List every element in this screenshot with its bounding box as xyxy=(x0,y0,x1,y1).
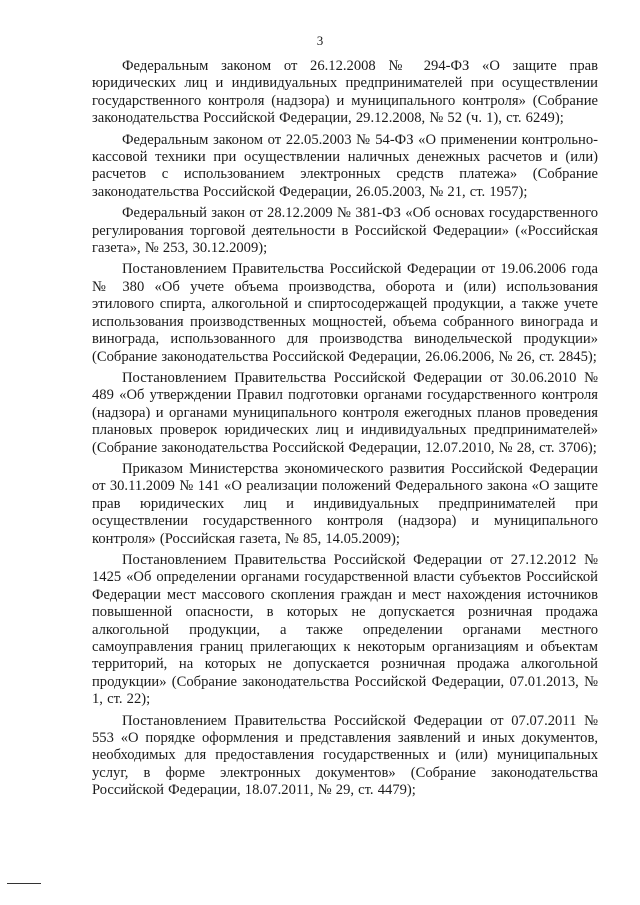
document-body xyxy=(92,58,598,800)
paragraph-decree-489: Постановлением Правительства Российской Федерации от 30.06.2010 № 489 «Об утверждении Правил подготовки органами государственного контроля (надзора) и органами муниципального контроля ежегодных планов проведения плановых проверок юридических лиц и индивидуальных предпринимателей» (Собрание законодательства Российской Федерации, 12.07.2010, № 28, ст. 3706); xyxy=(92,369,598,456)
paragraph-decree-1425: Постановлением Правительства Российской Федерации от 27.12.2012 № 1425 «Об определении органами государственной власти субъектов Российской Федерации мест массового скопления граждан и мест нахождения источников повышенной опасности, в которых не допускается розничная продажа алкогольной продукции, а также определении органами местного самоуправления границ прилегающих к некоторым организациям и объектам территорий, на которых не допускается розничная продажа алкогольной продукции» (Собрание законодательства Российской Федерации, 07.01.2013, № 1, ст. 22); xyxy=(92,551,598,708)
paragraph-law-54-fz: Федеральным законом от 22.05.2003 № 54-ФЗ «О применении контрольно-кассовой техники при осуществлении наличных денежных расчетов и (или) расчетов с использованием электронных средств платежа» (Собрание законодательства Российской Федерации, 26.05.2003, № 21, ст. 1957); xyxy=(92,131,598,200)
paragraph-decree-553: Постановлением Правительства Российской Федерации от 07.07.2011 № 553 «О порядке оформления и представления заявлений и иных документов, необходимых для предоставления государственных и (или) муниципальных услуг, в форме электронных документов» (Собрание законодательства Российской Федерации, 18.07.2011, № 29, ст. 4479); xyxy=(92,712,598,799)
paragraph-order-141: Приказом Министерства экономического развития Российской Федерации от 30.11.2009 № 141 «О реализации положений Федерального закона «О защите прав юридических лиц и индивидуальных предпринимателей при осуществлении государственного контроля (надзора) и муниципального контроля» (Российская газета, № 85, 14.05.2009); xyxy=(92,460,598,547)
paragraph-law-294-fz: Федеральным законом от 26.12.2008 № 294-ФЗ «О защите прав юридических лиц и индивидуальных предпринимателей при осуществлении государственного контроля (надзора) и муниципального контроля» (Собрание законодательства Российской Федерации, 29.12.2008, № 52 (ч. 1), ст. 6249); xyxy=(92,58,598,127)
paragraph-decree-380: Постановлением Правительства Российской Федерации от 19.06.2006 года № 380 «Об учете объема производства, оборота и (или) использования этилового спирта, алкогольной и спиртосодержащей продукции, а также учете использования производственных мощностей, объема собранного винограда и винограда, использованного для производства винодельческой продукции» (Собрание законодательства Российской Федерации, 26.06.2006, № 26, ст. 2845); xyxy=(92,261,598,365)
page-number: 3 xyxy=(316,33,324,48)
footnote-divider xyxy=(7,883,41,884)
paragraph-law-381-fz: Федеральный закон от 28.12.2009 № 381-ФЗ «Об основах государственного регулирования торговой деятельности в Российской Федерации» («Российская газета», № 253, 30.12.2009); xyxy=(92,205,598,257)
